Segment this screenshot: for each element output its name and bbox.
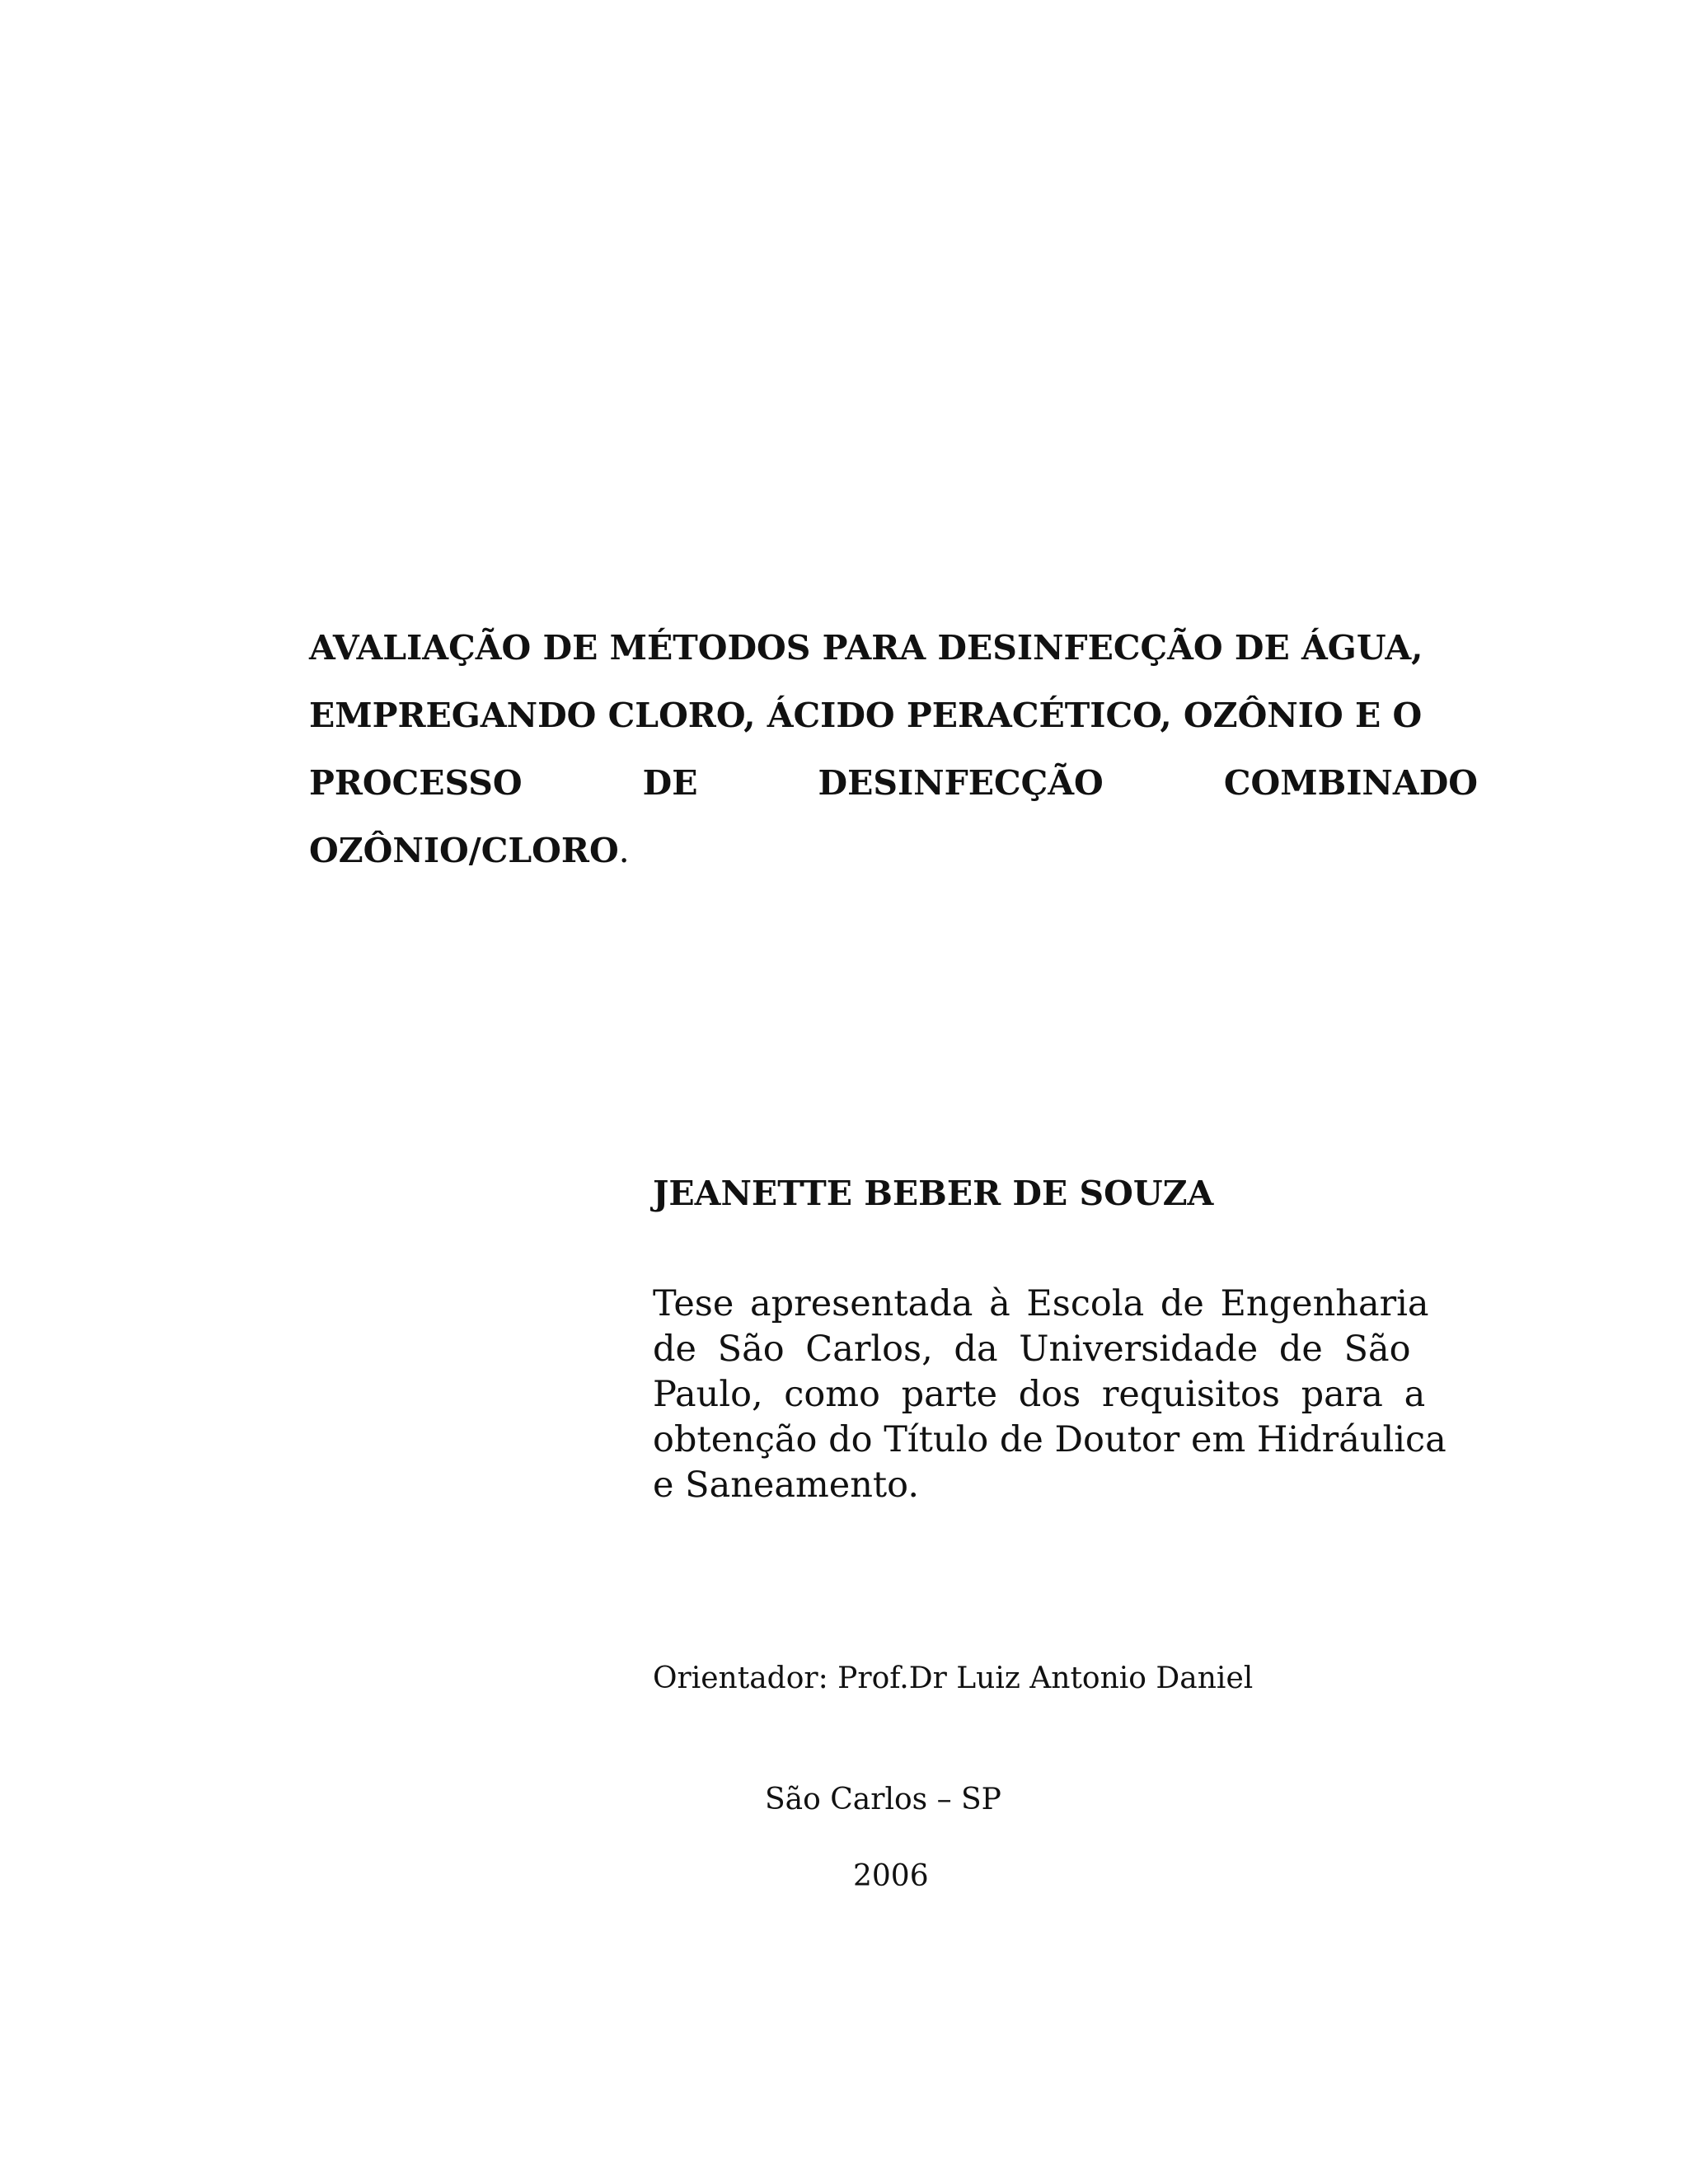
author-name: JEANETTE BEBER DE SOUZA [653,1174,1214,1213]
place: São Carlos – SP [765,1783,1001,1816]
description-line-3: Paulo, como parte dos requisitos para a [653,1374,1426,1415]
description-text: Tese apresentada à Escola de Engenharia [653,1283,1429,1324]
description-line-5: e Saneamento. [653,1465,919,1506]
thesis-title-line-2: EMPREGANDO CLORO, ÁCIDO PERACÉTICO, OZÔNIO E O [309,696,1423,735]
thesis-description [653,1282,1477,1508]
description-line-2: de São Carlos, da Universidade de São [653,1329,1411,1370]
thesis-title-line-1: AVALIAÇÃO DE MÉTODOS PARA DESINFECÇÃO DE ÁGUA, [309,628,1423,668]
thesis-title [309,614,1478,884]
title-word: PROCESSO [309,763,523,803]
title-word: DESINFECÇÃO [818,763,1104,803]
title-word: COMBINADO [1223,763,1478,803]
description-line-1 [653,1282,1477,1327]
advisor: Orientador: Prof.Dr Luiz Antonio Daniel [653,1661,1254,1695]
description-line-4: obtenção do Título de Doutor em Hidráulica [653,1419,1447,1460]
title-final-words: OZÔNIO/CLORO [309,831,619,870]
thesis-title-line-4 [309,817,1478,884]
year: 2006 [853,1859,929,1893]
title-period: . [618,831,630,870]
title-word: DE [642,763,698,803]
thesis-title-line-3 [309,749,1478,817]
